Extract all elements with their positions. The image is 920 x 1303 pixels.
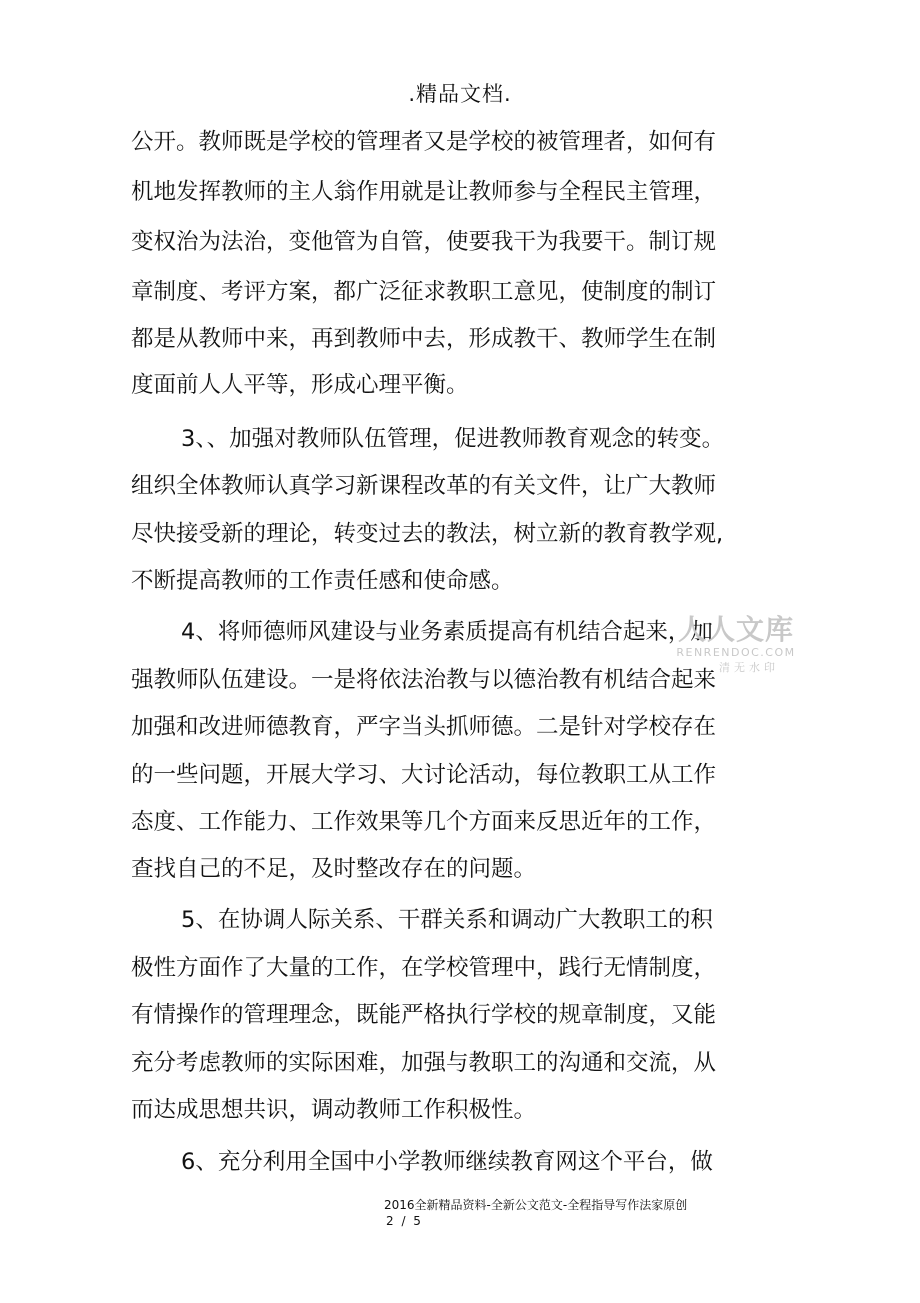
watermark-tagline: 清无水印 (719, 661, 779, 674)
text-line: 公开。教师既是学校的管理者又是学校的被管理者，如何有 (131, 129, 717, 155)
footer-caption: 2016全新精品资料-全新公文范文-全程指导写作法家原创 (384, 1198, 688, 1212)
paragraph-5-start: 5、在协调人际关系、干群关系和调动广大教职工的积 (181, 907, 713, 933)
text-line: 强教师队伍建设。一是将依法治教与以德治教有机结合起来 (131, 667, 717, 693)
text-line: 变权治为法治，变他管为自管，使要我干为我要干。制订规 (131, 229, 717, 255)
text-line: 有情操作的管理理念，既能严格执行学校的规章制度，又能 (131, 1002, 717, 1028)
watermark-domain: RENRENDOC.COM (676, 646, 796, 659)
text-line: 尽快接受新的理论，转变过去的教法，树立新的教育教学观, (131, 521, 724, 547)
watermark (676, 613, 796, 674)
watermark-logo: 人人文库 (677, 613, 794, 646)
text-line: 充分考虑教师的实际困难，加强与教职工的沟通和交流，从 (131, 1050, 717, 1076)
text-line: 组织全体教师认真学习新课程改革的有关文件，让广大教师 (131, 473, 717, 499)
page-header-title: .精品文档. (408, 82, 512, 106)
text-line: 态度、工作能力、工作效果等几个方面来反思近年的工作， (131, 809, 717, 835)
text-line: 加强和改进师德教育，严字当头抓师德。二是针对学校存在 (131, 714, 717, 740)
text-line: 机地发挥教师的主人翁作用就是让教师参与全程民主管理， (131, 179, 717, 205)
text-line: 的一些问题，开展大学习、大讨论活动，每位教职工从工作 (131, 762, 717, 788)
text-line: 查找自己的不足，及时整改存在的问题。 (131, 856, 537, 882)
text-line: 章制度、考评方案，都广泛征求教职工意见，使制度的制订 (131, 279, 717, 305)
text-line: 不断提高教师的工作责任感和使命感。 (131, 568, 514, 594)
page-number: 2 / 5 (386, 1214, 423, 1228)
paragraph-3-start: 3、、加强对教师队伍管理，促进教师教育观念的转变。 (181, 426, 725, 452)
paragraph-6-start: 6、充分利用全国中小学教师继续教育网这个平台，做 (181, 1149, 713, 1175)
paragraph-4-start: 4、将师德师风建设与业务素质提高有机结合起来，加 (181, 619, 713, 645)
text-line: 都是从教师中来，再到教师中去，形成教干、教师学生在制 (131, 326, 717, 352)
text-line: 而达成思想共识，调动教师工作积极性。 (131, 1097, 537, 1123)
text-line: 度面前人人平等，形成心理平衡。 (131, 372, 469, 398)
text-line: 极性方面作了大量的工作，在学校管理中，践行无情制度， (131, 955, 717, 981)
